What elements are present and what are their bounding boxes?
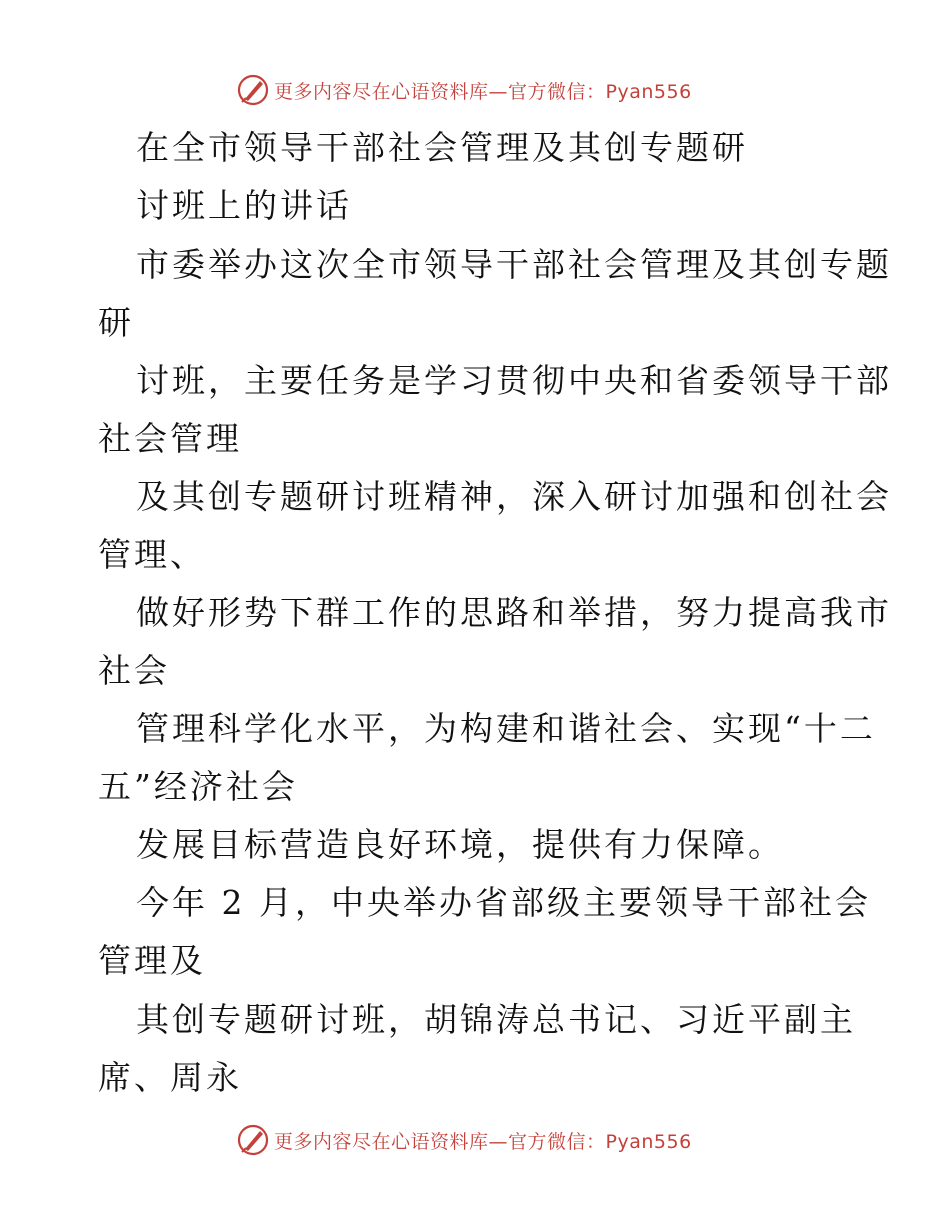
banner-text: 更多内容尽在心语资料库—官方微信：Pyan556 <box>274 1130 692 1153</box>
doc-line: 五”经济社会 <box>98 767 298 806</box>
doc-line: 席、周永 <box>98 1058 242 1097</box>
quill-pen-logo-icon <box>236 1123 270 1157</box>
quill-pen-logo-icon <box>236 73 270 107</box>
doc-line: 社会管理 <box>98 419 242 458</box>
footer-banner <box>236 1122 756 1158</box>
doc-line: 市委举办这次全市领导干部社会管理及其创专题 <box>136 245 892 284</box>
doc-line: 今年 2 月，中央举办省部级主要领导干部社会 <box>136 883 871 922</box>
doc-line: 管理、 <box>98 535 206 574</box>
doc-line: 研 <box>98 303 134 342</box>
doc-line: 做好形势下群工作的思路和举措，努力提高我市 <box>136 593 892 632</box>
banner-text: 更多内容尽在心语资料库—官方微信：Pyan556 <box>274 80 692 103</box>
doc-line: 讨班，主要任务是学习贯彻中央和省委领导干部 <box>136 361 892 400</box>
doc-line: 发展目标营造良好环境，提供有力保障。 <box>136 825 784 864</box>
doc-line: 社会 <box>98 651 170 690</box>
doc-line: 管理及 <box>98 941 206 980</box>
doc-line: 讨班上的讲话 <box>136 186 352 225</box>
doc-line: 及其创专题研讨班精神，深入研讨加强和创社会 <box>136 477 892 516</box>
doc-line: 在全市领导干部社会管理及其创专题研 <box>136 128 748 167</box>
doc-line: 其创专题研讨班，胡锦涛总书记、习近平副主 <box>136 1000 856 1039</box>
header-banner <box>236 72 756 108</box>
doc-line: 管理科学化水平，为构建和谐社会、实现“十二 <box>136 709 876 748</box>
